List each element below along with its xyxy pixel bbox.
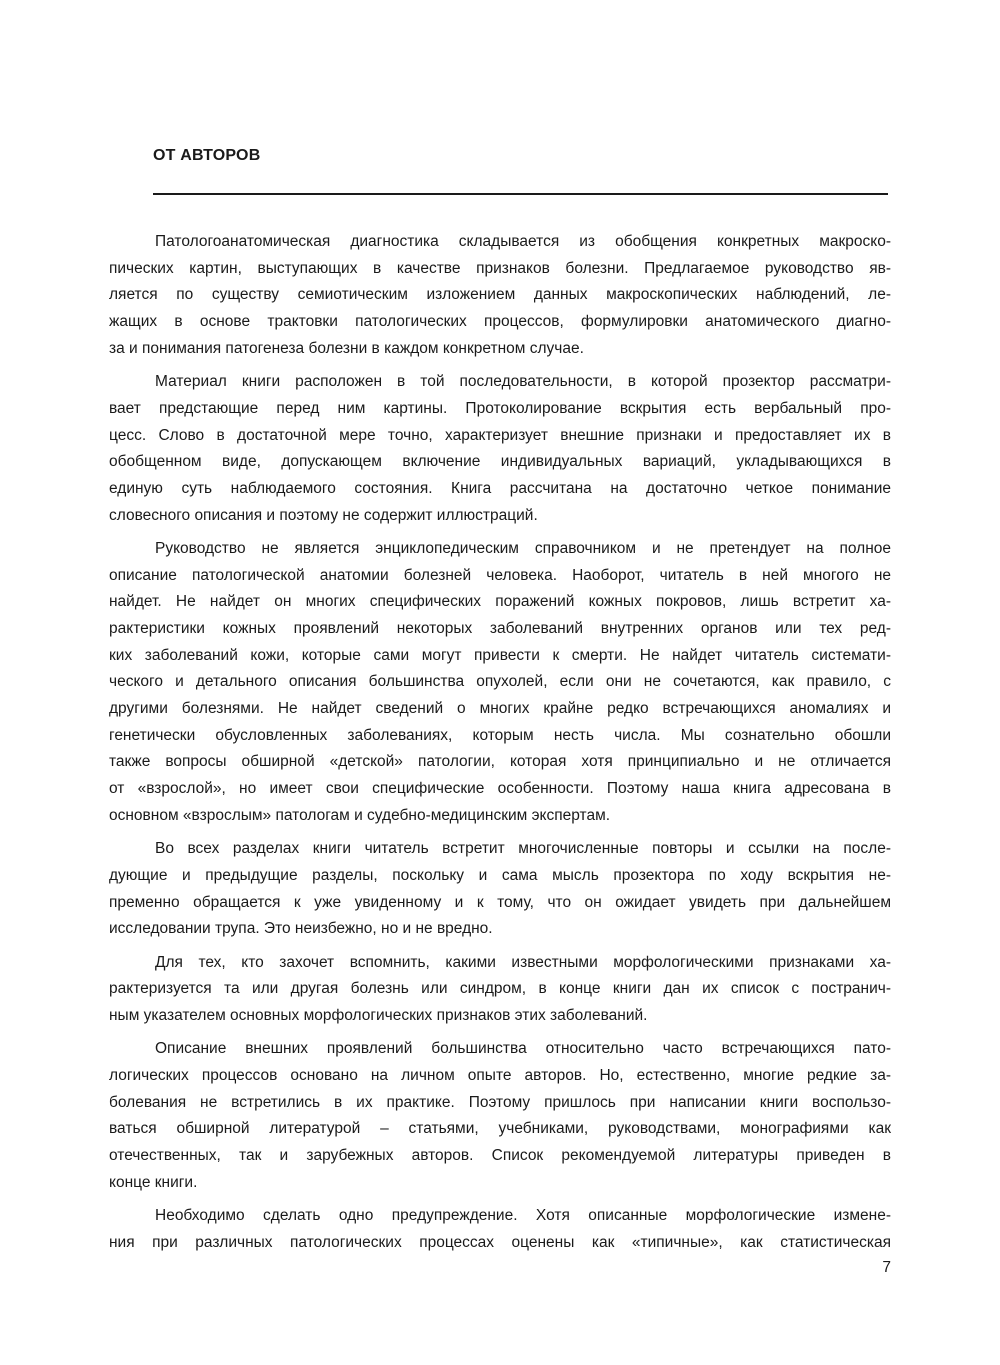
text-line: генетически обусловленных заболеваниях, которым несть числа. Мы сознательно обошли (109, 726, 891, 744)
text-line: рактеризуется та или другая болезнь или синдром, в конце книги дан их список с постранич- (109, 980, 891, 998)
text-line: пических картин, выступающих в качестве признаков болезни. Предлагаемое руководство яв- (109, 259, 891, 277)
text-line: ких заболеваний кожи, которые сами могут привести к смерти. Не найдет читатель системати- (109, 646, 891, 664)
text-line: Для тех, кто захочет вспомнить, какими известными морфологическими признаками ха- (155, 953, 891, 971)
paragraph (109, 369, 891, 529)
text-line: цесс. Слово в достаточной мере точно, характеризует внешние признаки и предоставляет их в (109, 426, 891, 444)
text-line: также вопросы обширной «детской» патологии, которая хотя принципиально и не отличается (109, 753, 891, 771)
text-line: конце книги. (109, 1173, 198, 1191)
text-line: описание патологической анатомии болезней человека. Наоборот, читатель в ней многого не (109, 566, 891, 584)
text-line: найдет. Не найдет он многих специфических поражений кожных покровов, лишь встретит ха- (109, 593, 891, 611)
text-line: основном «взрослым» патологам и судебно-медицинским экспертам. (109, 806, 611, 824)
text-line: Патологоанатомическая диагностика складывается из обобщения конкретных макроско- (155, 233, 891, 250)
page-number: 7 (882, 1259, 891, 1276)
text-line: ния при различных патологических процессах оценены как «типичные», как статистическая (109, 1233, 891, 1251)
text-line: за и понимания патогенеза болезни в каждом конкретном случае. (109, 339, 584, 357)
text-line: пременно обращается к уже увиденному и к тому, что он ожидает увидеть при дальнейшем (109, 893, 891, 911)
paragraph (109, 536, 891, 830)
paragraph (109, 1036, 891, 1196)
text-line: вает предстающие перед ним картины. Протоколирование вскрытия есть вербальный про- (109, 399, 891, 417)
text-line: дующие и предыдущие разделы, поскольку и сама мысль прозектора по ходу вскрытия не- (109, 866, 891, 884)
paragraph (109, 229, 891, 362)
text-line: ным указателем основных морфологических признаков этих заболеваний. (109, 1007, 648, 1024)
paragraph (109, 950, 891, 1030)
paragraph (109, 1203, 891, 1256)
text-line: рактеристики кожных проявлений некоторых заболеваний внутренних органов или тех ред- (109, 620, 891, 637)
text-line: Необходимо сделать одно предупреждение. Хотя описанные морфологические измене- (155, 1207, 891, 1225)
paragraph (109, 836, 891, 943)
body-text (109, 229, 891, 1257)
text-line: логических процессов основано на личном опыте авторов. Но, естественно, многие редкие за- (109, 1067, 891, 1085)
text-line: обобщенном виде, допускающем включение индивидуальных вариаций, укладывающихся в (109, 453, 891, 471)
text-line: от «взрослой», но имеет свои специфические особенности. Поэтому наша книга адресована в (109, 780, 891, 798)
text-line: ляется по существу семиотическим изложением данных макроскопических наблюдений, ле- (109, 286, 891, 304)
text-line: единую суть наблюдаемого состояния. Книга рассчитана на достаточно четкое понимание (109, 479, 891, 497)
text-line: жащих в основе трактовки патологических процессов, формулировки анатомического диагно- (109, 313, 891, 331)
text-line: Описание внешних проявлений большинства относительно часто встречающихся пато- (155, 1040, 891, 1058)
text-line: ваться обширной литературой – статьями, учебниками, руководствами, монографиями как (109, 1120, 891, 1138)
text-line: ческого и детального описания большинства опухолей, если они не сочетаются, как правило, с (109, 673, 891, 691)
text-line: Материал книги расположен в той последовательности, в которой прозектор рассматри- (155, 373, 891, 391)
text-line: Во всех разделах книги читатель встретит многочисленные повторы и ссылки на после- (155, 840, 891, 858)
text-line: отечественных, так и зарубежных авторов. Список рекомендуемой литературы приведен в (109, 1147, 891, 1165)
text-line: болевания не встретились в их практике. Поэтому пришлось при написании книги воспользо- (109, 1093, 891, 1111)
text-line: другими болезнями. Не найдет сведений о многих крайне редко встречающихся аномалиях и (109, 700, 891, 718)
text-line: Руководство не является энциклопедическим справочником и не претендует на полное (155, 539, 891, 557)
section-heading: ОТ АВТОРОВ (153, 147, 261, 164)
heading-rule (153, 193, 888, 195)
text-line: исследовании трупа. Это неизбежно, но и не вредно. (109, 920, 493, 938)
text-line: словесного описания и поэтому не содержит иллюстраций. (109, 506, 538, 524)
